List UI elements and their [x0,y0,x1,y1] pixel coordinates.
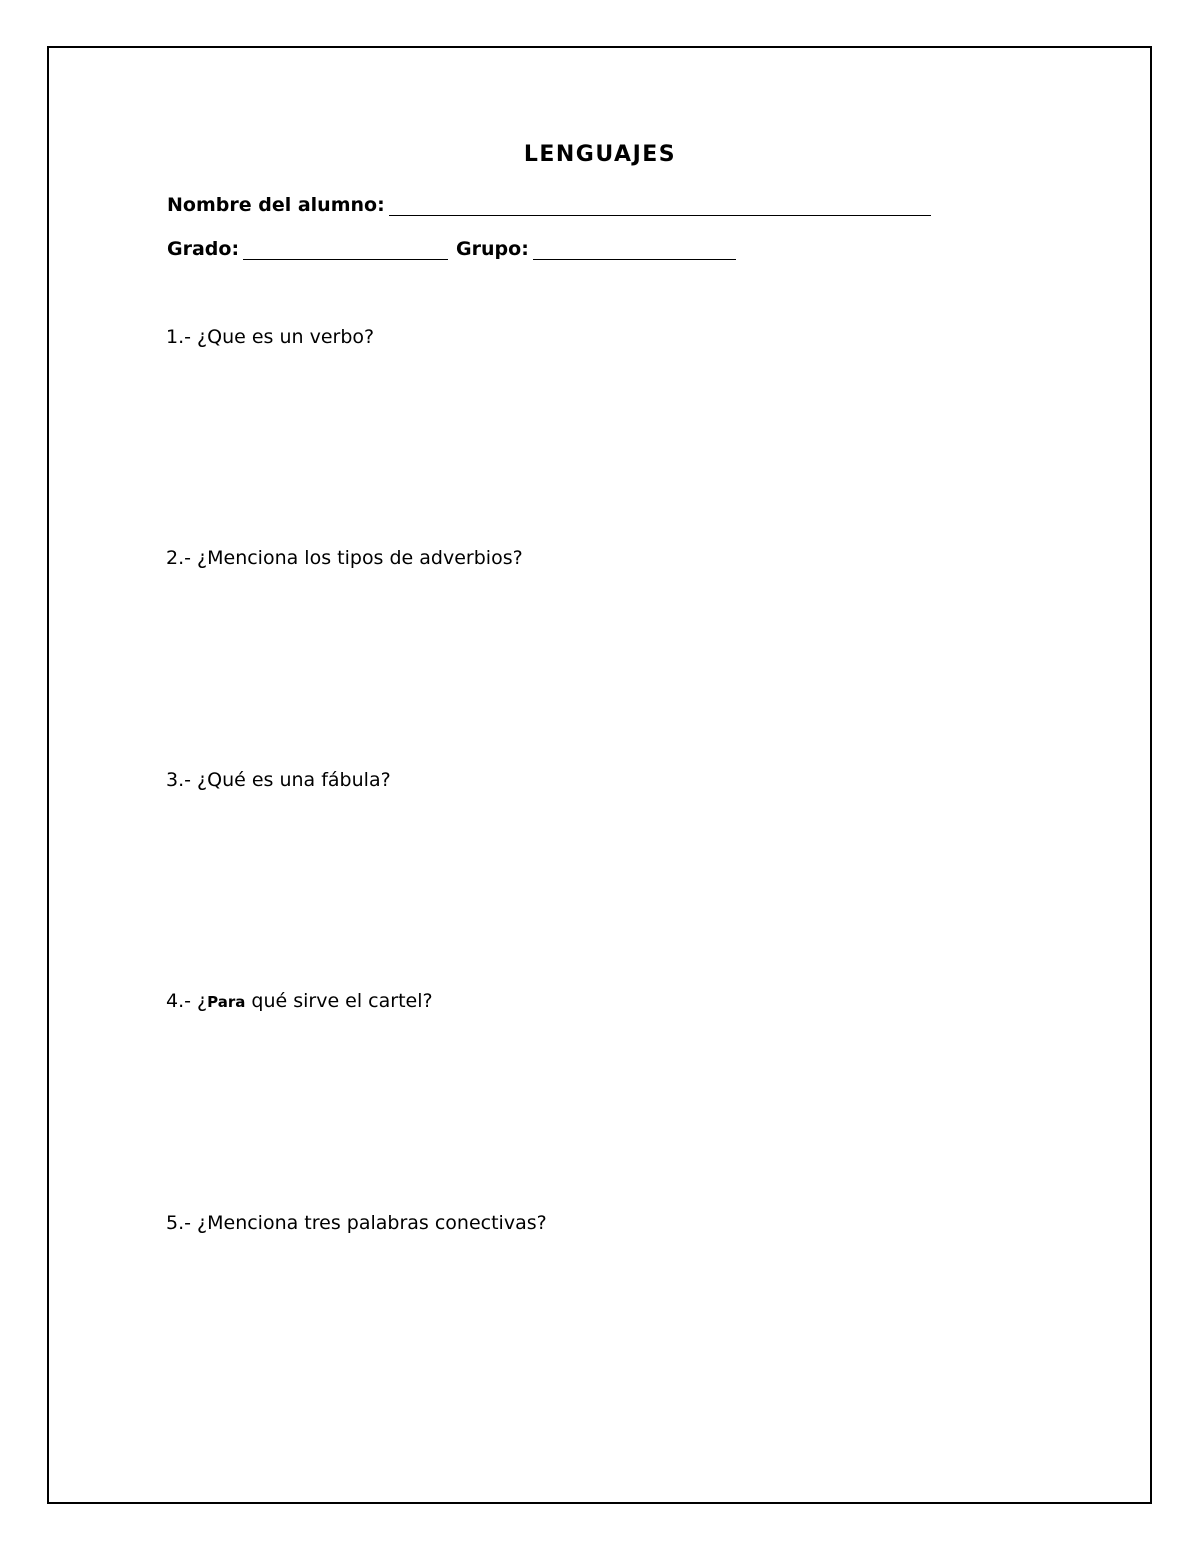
question-2: 2.- ¿Menciona los tipos de adverbios? [166,547,523,569]
question-4 [166,990,433,1012]
student-name-blank[interactable] [389,197,931,216]
grade-label: Grado: [167,238,240,260]
group-label: Grupo: [456,238,529,260]
group-blank[interactable] [533,241,736,260]
question-1: 1.- ¿Que es un verbo? [166,326,375,348]
page-title: LENGUAJES [523,142,677,167]
question-4-bold-word: Para [207,993,246,1011]
question-5: 5.- ¿Menciona tres palabras conectivas? [166,1212,547,1234]
question-3: 3.- ¿Qué es una fábula? [166,769,391,791]
student-name-label: Nombre del alumno: [167,194,385,216]
grade-group-row [167,238,736,260]
question-4-suffix: qué sirve el cartel? [245,990,433,1012]
question-4-prefix: 4.- ¿ [166,990,208,1012]
student-name-row [167,194,931,216]
grade-blank[interactable] [243,241,448,260]
